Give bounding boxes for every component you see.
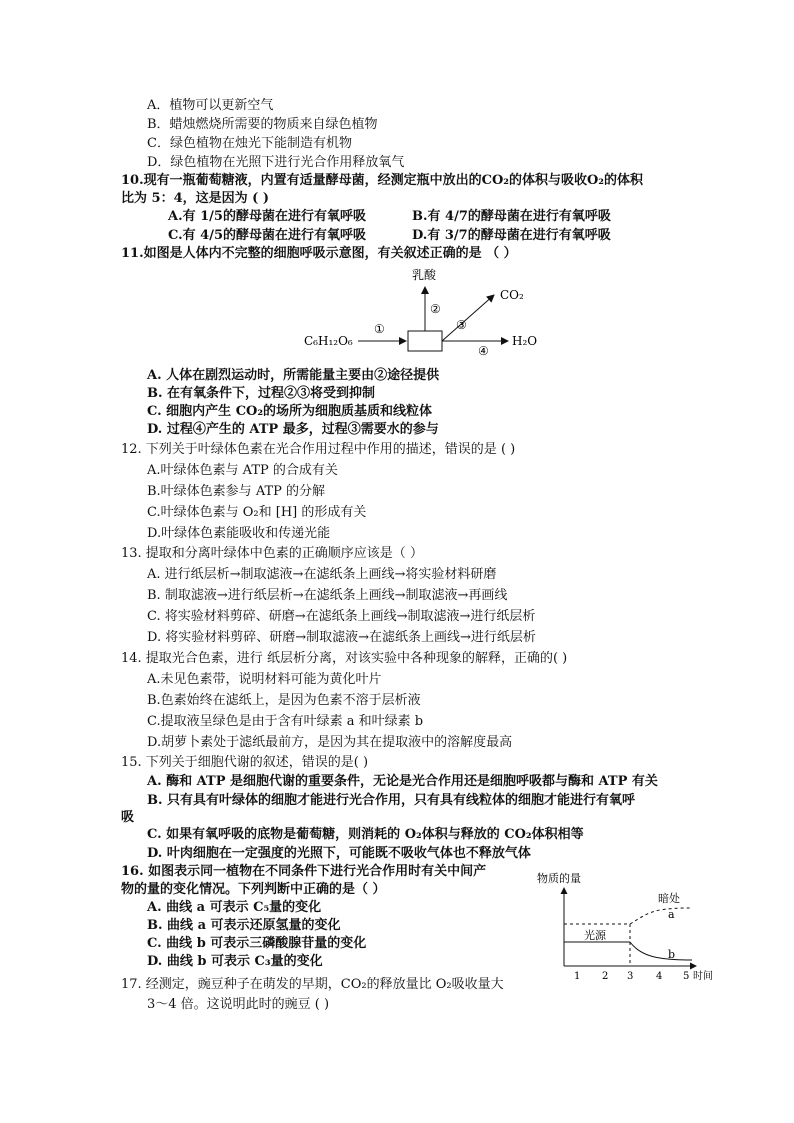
q15-stem: 15. 下列关于细胞代谢的叙述，错误的是( ) <box>121 755 369 770</box>
q13-stem: 13. 提取和分离叶绿体中色素的正确顺序应该是（ ） <box>121 546 423 561</box>
lactic-acid-label: 乳酸 <box>412 268 437 282</box>
q14-option-c: C.提取液呈绿色是由于含有叶绿素 a 和叶绿素 b <box>147 714 424 729</box>
q10-option-c: C.有 4/5的酵母菌在进行有氧呼吸 <box>168 228 367 243</box>
q11-option-d: D. 过程④产生的 ATP 最多，过程③需要水的参与 <box>147 422 439 437</box>
q12-option-a: A.叶绿体色素与 ATP 的合成有关 <box>147 463 338 478</box>
q16-option-b: B. 曲线 a 可表示还原氢量的变化 <box>147 918 341 933</box>
q16-stem-line1: 16. 如图表示同一植物在不同条件下进行光合作用时有关中间产 <box>121 864 487 879</box>
q15-option-b-line1: B. 只有具有叶绿体的细胞才能进行光合作用，只有具有线粒体的细胞才能进行有氧呼 <box>147 793 636 808</box>
q13-option-d: D. 将实验材料剪碎、研磨→制取滤液→在滤纸条上画线→进行纸层析 <box>147 630 536 645</box>
q12-option-c: C.叶绿体色素与 O₂和 [H] 的形成有关 <box>147 505 367 520</box>
curve-a-label: a <box>668 908 675 921</box>
co2-label: CO₂ <box>500 288 524 302</box>
q12-option-d: D.叶绿体色素能吸收和传递光能 <box>147 526 331 541</box>
curve-a <box>630 908 692 924</box>
q14-option-d: D.胡萝卜素处于滤纸最前方，是因为其在提取液中的溶解度最高 <box>147 735 513 750</box>
graph-ylabel: 物质的量 <box>537 872 581 885</box>
q10-option-d: D.有 3/7的酵母菌在进行有氧呼吸 <box>412 228 611 243</box>
q11-stem: 11.如图是人体内不完整的细胞呼吸示意图，有关叙述正确的是 （ ） <box>121 246 517 261</box>
q10-option-b: B.有 4/7的酵母菌在进行有氧呼吸 <box>412 209 611 224</box>
tick-1: 1 <box>574 971 581 982</box>
q17-stem-line1: 17. 经测定，豌豆种子在萌发的早期，CO₂的释放量比 O₂吸收量大 <box>121 977 504 992</box>
q15-option-a: A. 酶和 ATP 是细胞代谢的重要条件，无论是光合作用还是细胞呼吸都与酶和 ATP 有关 <box>147 774 658 789</box>
q14-stem: 14. 提取光合色素，进行 纸层析分离，对该实验中各种现象的解释，正确的( ) <box>121 651 568 666</box>
q16-stem-line2: 物的量的变化情况。下列判断中正确的是（ ） <box>121 882 386 897</box>
step4-label: ④ <box>478 344 489 358</box>
q11-option-c: C. 细胞内产生 CO₂的场所为细胞质基质和线粒体 <box>147 404 433 419</box>
curve-b <box>630 942 692 960</box>
intermediate-box <box>408 331 442 351</box>
q14-option-b: B.色素始终在滤纸上，是因为色素不溶于层析液 <box>147 693 421 708</box>
tick-3: 3 <box>627 971 634 982</box>
substrate-label: C₆H₁₂O₆ <box>304 334 353 348</box>
q10-stem-line1: 10.现有一瓶葡萄糖液，内置有适量酵母菌，经测定瓶中放出的CO₂的体积与吸收O₂的体积 <box>121 173 644 188</box>
respiration-diagram <box>290 265 550 360</box>
q16-option-a: A. 曲线 a 可表示 C₅量的变化 <box>147 900 322 915</box>
tick-2: 2 <box>602 971 609 982</box>
q15-option-d: D. 叶肉细胞在一定强度的光照下，可能既不吸收气体也不释放气体 <box>147 846 531 861</box>
intermediate-product-graph <box>528 868 724 984</box>
q10-stem-line2: 比为 5：4，这是因为 ( ) <box>121 191 269 206</box>
tick-4: 4 <box>656 971 663 982</box>
q14-option-a: A.未见色素带，说明材料可能为黄化叶片 <box>147 672 382 687</box>
q12-stem: 12. 下列关于叶绿体色素在光合作用过程中作用的描述，错误的是 ( ) <box>121 442 516 457</box>
q12-option-b: B.叶绿体色素参与 ATP 的分解 <box>147 484 326 499</box>
q11-option-a: A. 人体在剧烈运动时，所需能量主要由②途径提供 <box>147 368 440 383</box>
arrow-step3 <box>442 295 494 341</box>
step1-label: ① <box>374 322 385 336</box>
q13-option-c: C. 将实验材料剪碎、研磨→在滤纸条上画线→制取滤液→进行纸层析 <box>147 609 536 624</box>
q15-option-b-line2: 吸 <box>121 810 135 825</box>
q9-option-c: C．绿色植物在烛光下能制造有机物 <box>147 136 352 151</box>
q13-option-a: A. 进行纸层析→制取滤液→在滤纸条上画线→将实验材料研磨 <box>147 567 497 582</box>
q11-option-b: B. 在有氧条件下，过程②③将受到抑制 <box>147 386 376 401</box>
q9-option-d: D．绿色植物在光照下进行光合作用释放氧气 <box>147 155 405 170</box>
q9-option-a: A．植物可以更新空气 <box>147 98 274 113</box>
q16-option-d: D. 曲线 b 可表示 C₃量的变化 <box>147 954 323 969</box>
step3-label: ③ <box>456 318 467 332</box>
q13-option-b: B. 制取滤液→进行纸层析→在滤纸条上画线→制取滤液→再画线 <box>147 588 508 603</box>
step2-label: ② <box>430 302 441 316</box>
q10-option-a: A.有 1/5的酵母菌在进行有氧呼吸 <box>168 209 366 224</box>
tick-5: 5 <box>683 971 690 982</box>
q16-option-c: C. 曲线 b 可表示三磷酸腺苷量的变化 <box>147 936 367 951</box>
h2o-label: H₂O <box>512 334 538 348</box>
curve-b-label: b <box>668 948 676 961</box>
graph-xlabel: 时间 <box>693 971 713 982</box>
light-label: 光源 <box>584 929 606 942</box>
q15-option-c: C. 如果有氧呼吸的底物是葡萄糖，则消耗的 O₂体积与释放的 CO₂体积相等 <box>147 827 584 842</box>
q9-option-b: B．蜡烛燃烧所需要的物质来自绿色植物 <box>147 117 378 132</box>
q17-stem-line2: 3～4 倍。这说明此时的豌豆 ( ) <box>147 997 330 1012</box>
dark-label: 暗处 <box>658 892 680 905</box>
